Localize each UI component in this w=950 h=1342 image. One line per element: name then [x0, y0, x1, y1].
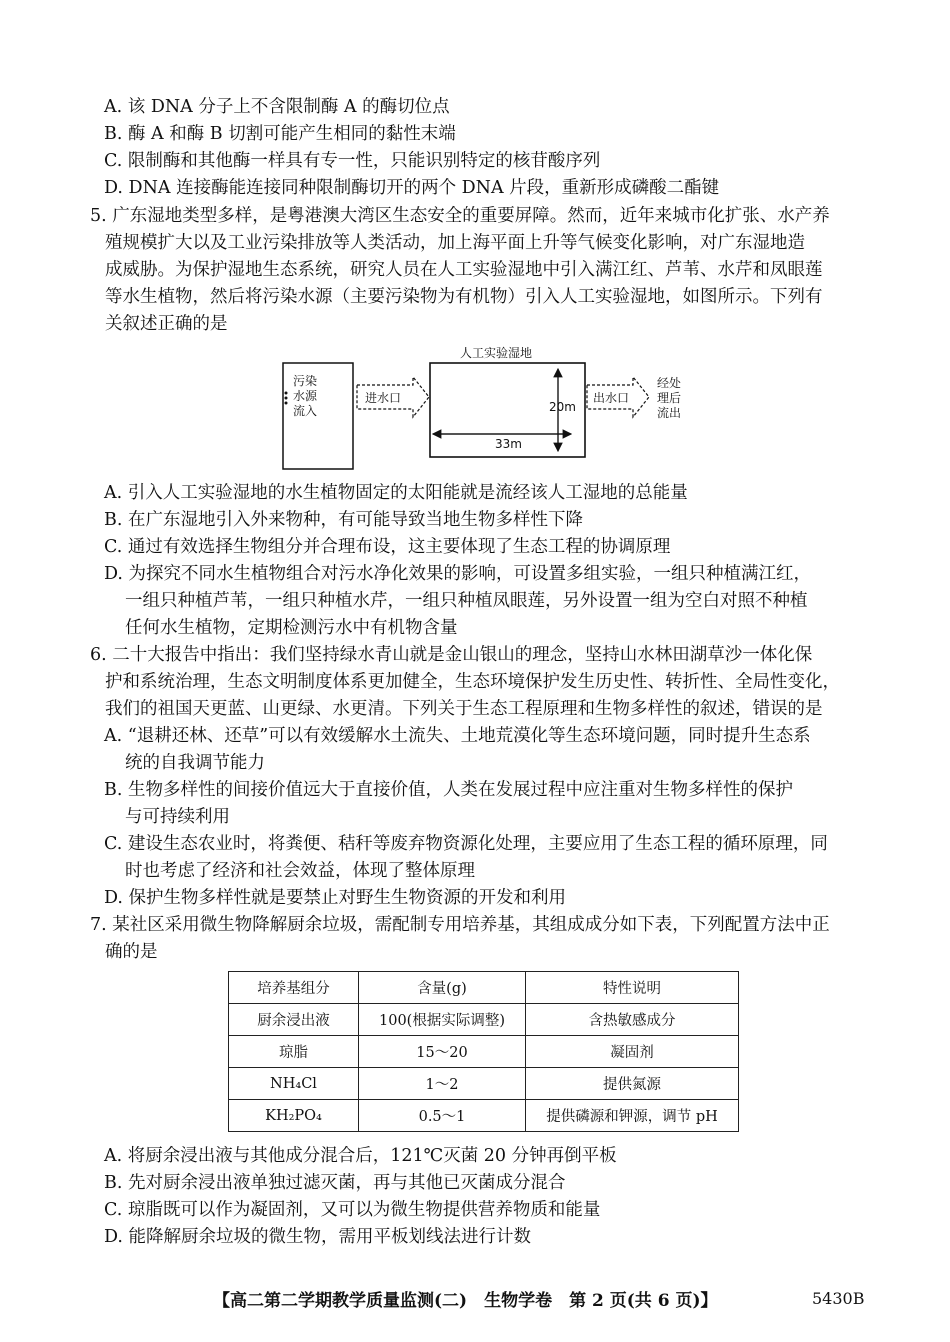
source-label: 水源	[293, 389, 318, 403]
table-row	[229, 1036, 739, 1068]
table-cell: 1～2	[359, 1068, 526, 1100]
source-label: 污染	[293, 374, 318, 388]
q5-stem-line: 成威胁。为保护湿地生态系统，研究人员在人工实验湿地中引入满江红、芦苇、水芹和凤眼莲	[105, 260, 823, 280]
q5-option-d-cont: 一组只种植芦苇，一组只种植水芹，一组只种植凤眼莲，另外设置一组为空白对照不种植	[125, 591, 808, 611]
source-label: 流入	[293, 404, 318, 418]
wetland-title: 人工实验湿地	[460, 346, 533, 360]
output-label: 经处	[657, 376, 682, 390]
q6-option-c: C. 建设生态农业时，将粪便、秸秆等废弃物资源化处理，主要应用了生态工程的循环原理，同	[104, 834, 828, 854]
table-cell: 100(根据实际调整)	[359, 1004, 526, 1036]
table-header: 特性说明	[526, 972, 739, 1004]
q5-option-b: B. 在广东湿地引入外来物种，有可能导致当地生物多样性下降	[104, 510, 583, 530]
q4-option-a: A. 该 DNA 分子上不含限制酶 A 的酶切位点	[104, 97, 450, 117]
height-label: 20m	[549, 400, 576, 414]
table-cell: 提供氮源	[526, 1068, 739, 1100]
table-row	[229, 1100, 739, 1132]
table-cell: 提供磷源和钾源，调节 pH	[526, 1100, 739, 1132]
q6-option-d: D. 保护生物多样性就是要禁止对野生生物资源的开发和利用	[104, 888, 567, 908]
q7-option-d: D. 能降解厨余垃圾的微生物，需用平板划线法进行计数	[104, 1227, 532, 1247]
q6-option-b-cont: 与可持续利用	[125, 807, 230, 827]
q6-option-a-cont: 统的自我调节能力	[125, 753, 265, 773]
table-cell: NH₄Cl	[229, 1068, 359, 1100]
inlet-label: 进水口	[365, 391, 402, 405]
q6-stem-line: 护和系统治理，生态文明制度体系更加健全，生态环境保护发生历史性、转折性、全局性变化，	[105, 672, 840, 692]
output-label: 理后	[657, 391, 682, 405]
q5-option-d: D. 为探究不同水生植物组合对污水净化效果的影响，可设置多组实验，一组只种植满江红，	[104, 564, 812, 584]
q4-option-b: B. 酶 A 和酶 B 切割可能产生相同的黏性末端	[104, 124, 456, 144]
table-cell: 厨余浸出液	[229, 1004, 359, 1036]
q7-option-c: C. 琼脂既可以作为凝固剂，又可以为微生物提供营养物质和能量	[104, 1200, 601, 1220]
q6-option-c-cont: 时也考虑了经济和社会效益，体现了整体原理	[125, 861, 475, 881]
outlet-arrow	[587, 377, 649, 417]
q4-option-d: D. DNA 连接酶能连接同种限制酶切开的两个 DNA 片段，重新形成磷酸二酯键	[104, 178, 720, 198]
q4-option-c: C. 限制酶和其他酶一样具有专一性，只能识别特定的核苷酸序列	[104, 151, 601, 171]
q7-option-b: B. 先对厨余浸出液单独过滤灭菌，再与其他已灭菌成分混合	[104, 1173, 566, 1193]
page-footer: 【高二第二学期教学质量监测(二) 生物学卷 第 2 页(共 6 页)】	[213, 1291, 718, 1311]
table-cell: 琼脂	[229, 1036, 359, 1068]
width-label: 33m	[495, 437, 522, 451]
q6-stem-line: 6. 二十大报告中指出：我们坚持绿水青山就是金山银山的理念，坚持山水林田湖草沙一体化保	[90, 645, 813, 665]
q5-stem-line: 殖规模扩大以及工业污染排放等人类活动，加上海平面上升等气候变化影响，对广东湿地造	[105, 233, 805, 253]
output-label: 流出	[657, 406, 682, 420]
q6-option-b: B. 生物多样性的间接价值远大于直接价值，人类在发展过程中应注重对生物多样性的保护	[104, 780, 793, 800]
table-row	[229, 1068, 739, 1100]
q7-stem-line: 确的是	[105, 942, 158, 962]
q6-stem-line: 我们的祖国天更蓝、山更绿、水更清。下列关于生态工程原理和生物多样性的叙述，错误的是	[105, 699, 823, 719]
table-cell: 含热敏感成分	[526, 1004, 739, 1036]
q7-option-a: A. 将厨余浸出液与其他成分混合后，121℃灭菌 20 分钟再倒平板	[104, 1146, 617, 1166]
table-header-row	[229, 972, 739, 1004]
table-cell: 凝固剂	[526, 1036, 739, 1068]
inlet-arrow	[357, 377, 429, 417]
q5-option-a: A. 引入人工实验湿地的水生植物固定的太阳能就是流经该人工湿地的总能量	[104, 483, 688, 503]
q6-option-a: A. “退耕还林、还草”可以有效缓解水土流失、土地荒漠化等生态环境问题，同时提升生态系	[104, 726, 811, 746]
q5-option-d-cont: 任何水生植物，定期检测污水中有机物含量	[125, 618, 458, 638]
q5-stem-line: 5. 广东湿地类型多样，是粤港澳大湾区生态安全的重要屏障。然而，近年来城市化扩张、水产养	[90, 206, 830, 226]
q5-stem-line: 关叙述正确的是	[105, 314, 228, 334]
table-row	[229, 1004, 739, 1036]
q5-option-c: C. 通过有效选择生物组分并合理布设，这主要体现了生态工程的协调原理	[104, 537, 671, 557]
table-header: 培养基组分	[229, 972, 359, 1004]
exam-code: 5430B	[812, 1289, 865, 1308]
table-cell: KH₂PO₄	[229, 1100, 359, 1132]
table-header: 含量(g)	[359, 972, 526, 1004]
table-cell: 0.5～1	[359, 1100, 526, 1132]
wetland-diagram	[275, 345, 705, 477]
q5-stem-line: 等水生植物，然后将污染水源（主要污染物为有机物）引入人工实验湿地，如图所示。下列有	[105, 287, 823, 307]
media-table	[228, 971, 739, 1132]
table-cell: 15～20	[359, 1036, 526, 1068]
outlet-label: 出水口	[593, 391, 630, 405]
q7-stem-line: 7. 某社区采用微生物降解厨余垃圾，需配制专用培养基，其组成成分如下表，下列配置方法中正	[90, 915, 830, 935]
